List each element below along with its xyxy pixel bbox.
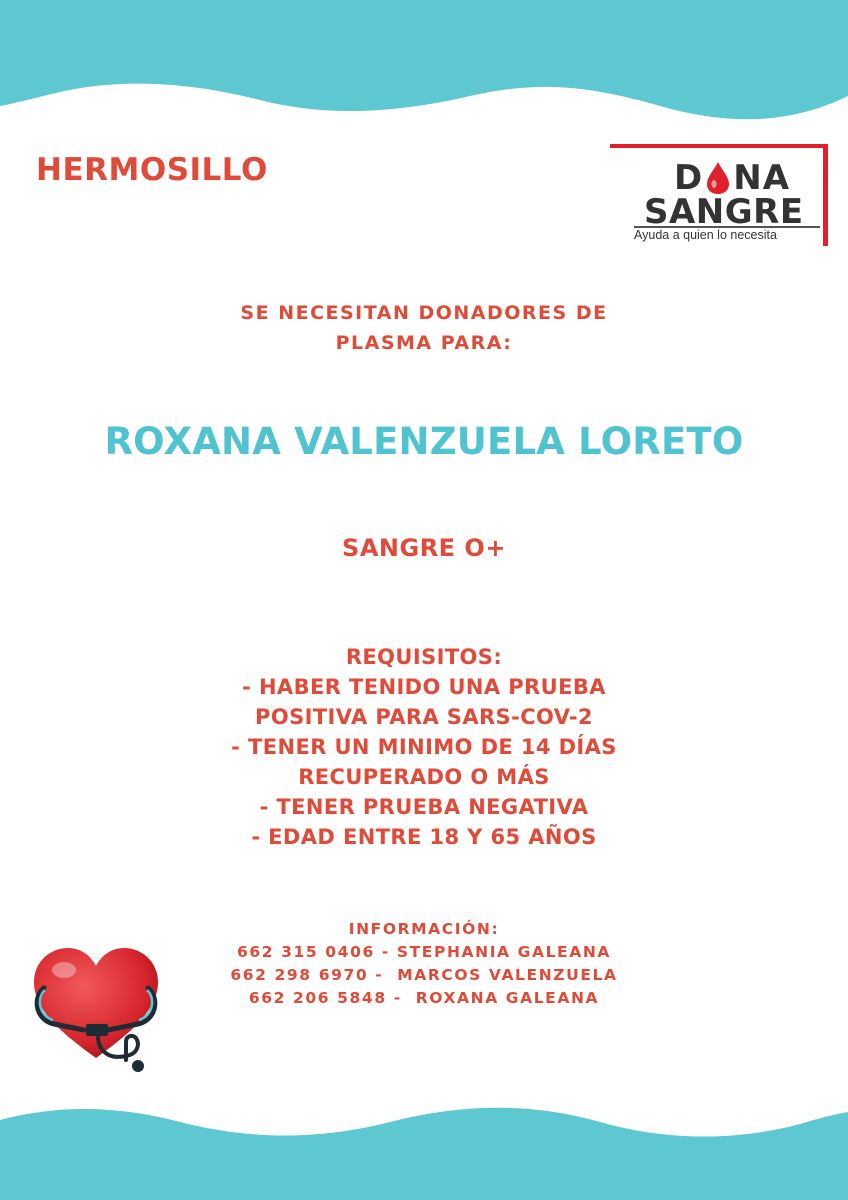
logo-frame-top [610, 144, 828, 148]
intro-line-2: PLASMA PARA: [335, 332, 513, 354]
bottom-wave-decoration [0, 1100, 848, 1200]
top-wave-decoration [0, 0, 848, 140]
contact-line: 662 206 5848 - ROXANA GALEANA [248, 989, 600, 1007]
requirement-line: - TENER UN MINIMO DE 14 DÍAS [231, 735, 617, 759]
information-title: INFORMACIÓN: [348, 920, 500, 938]
requirements-block [0, 642, 848, 852]
intro-line-1: SE NECESITAN DONADORES DE [240, 302, 608, 324]
logo-letters-na: NA [733, 158, 791, 198]
logo-frame-right [823, 144, 828, 246]
intro-text [0, 298, 848, 358]
requirement-line: RECUPERADO O MÁS [298, 765, 550, 789]
blood-type: SANGRE O+ [342, 534, 506, 562]
logo-letter-d: D [674, 158, 704, 198]
blood-drop-icon [704, 160, 732, 196]
patient-name: ROXANA VALENZUELA LORETO [104, 420, 744, 463]
dona-sangre-logo [610, 144, 828, 246]
logo-tagline: Ayuda a quien lo necesita [634, 226, 820, 242]
requirement-line: - EDAD ENTRE 18 Y 65 AÑOS [251, 825, 597, 849]
requirements-title: REQUISITOS: [345, 645, 503, 669]
requirement-line: - TENER PRUEBA NEGATIVA [259, 795, 589, 819]
city-title: HERMOSILLO [36, 152, 268, 188]
requirement-line: POSITIVA PARA SARS-COV-2 [255, 705, 593, 729]
heart-stethoscope-icon [26, 940, 166, 1080]
requirement-line: - HABER TENIDO UNA PRUEBA [242, 675, 606, 699]
contact-line: 662 315 0406 - STEPHANIA GALEANA [237, 943, 611, 961]
logo-wordmark-line2: SANGRE [644, 192, 804, 232]
contact-line: 662 298 6970 - MARCOS VALENZUELA [230, 966, 618, 984]
